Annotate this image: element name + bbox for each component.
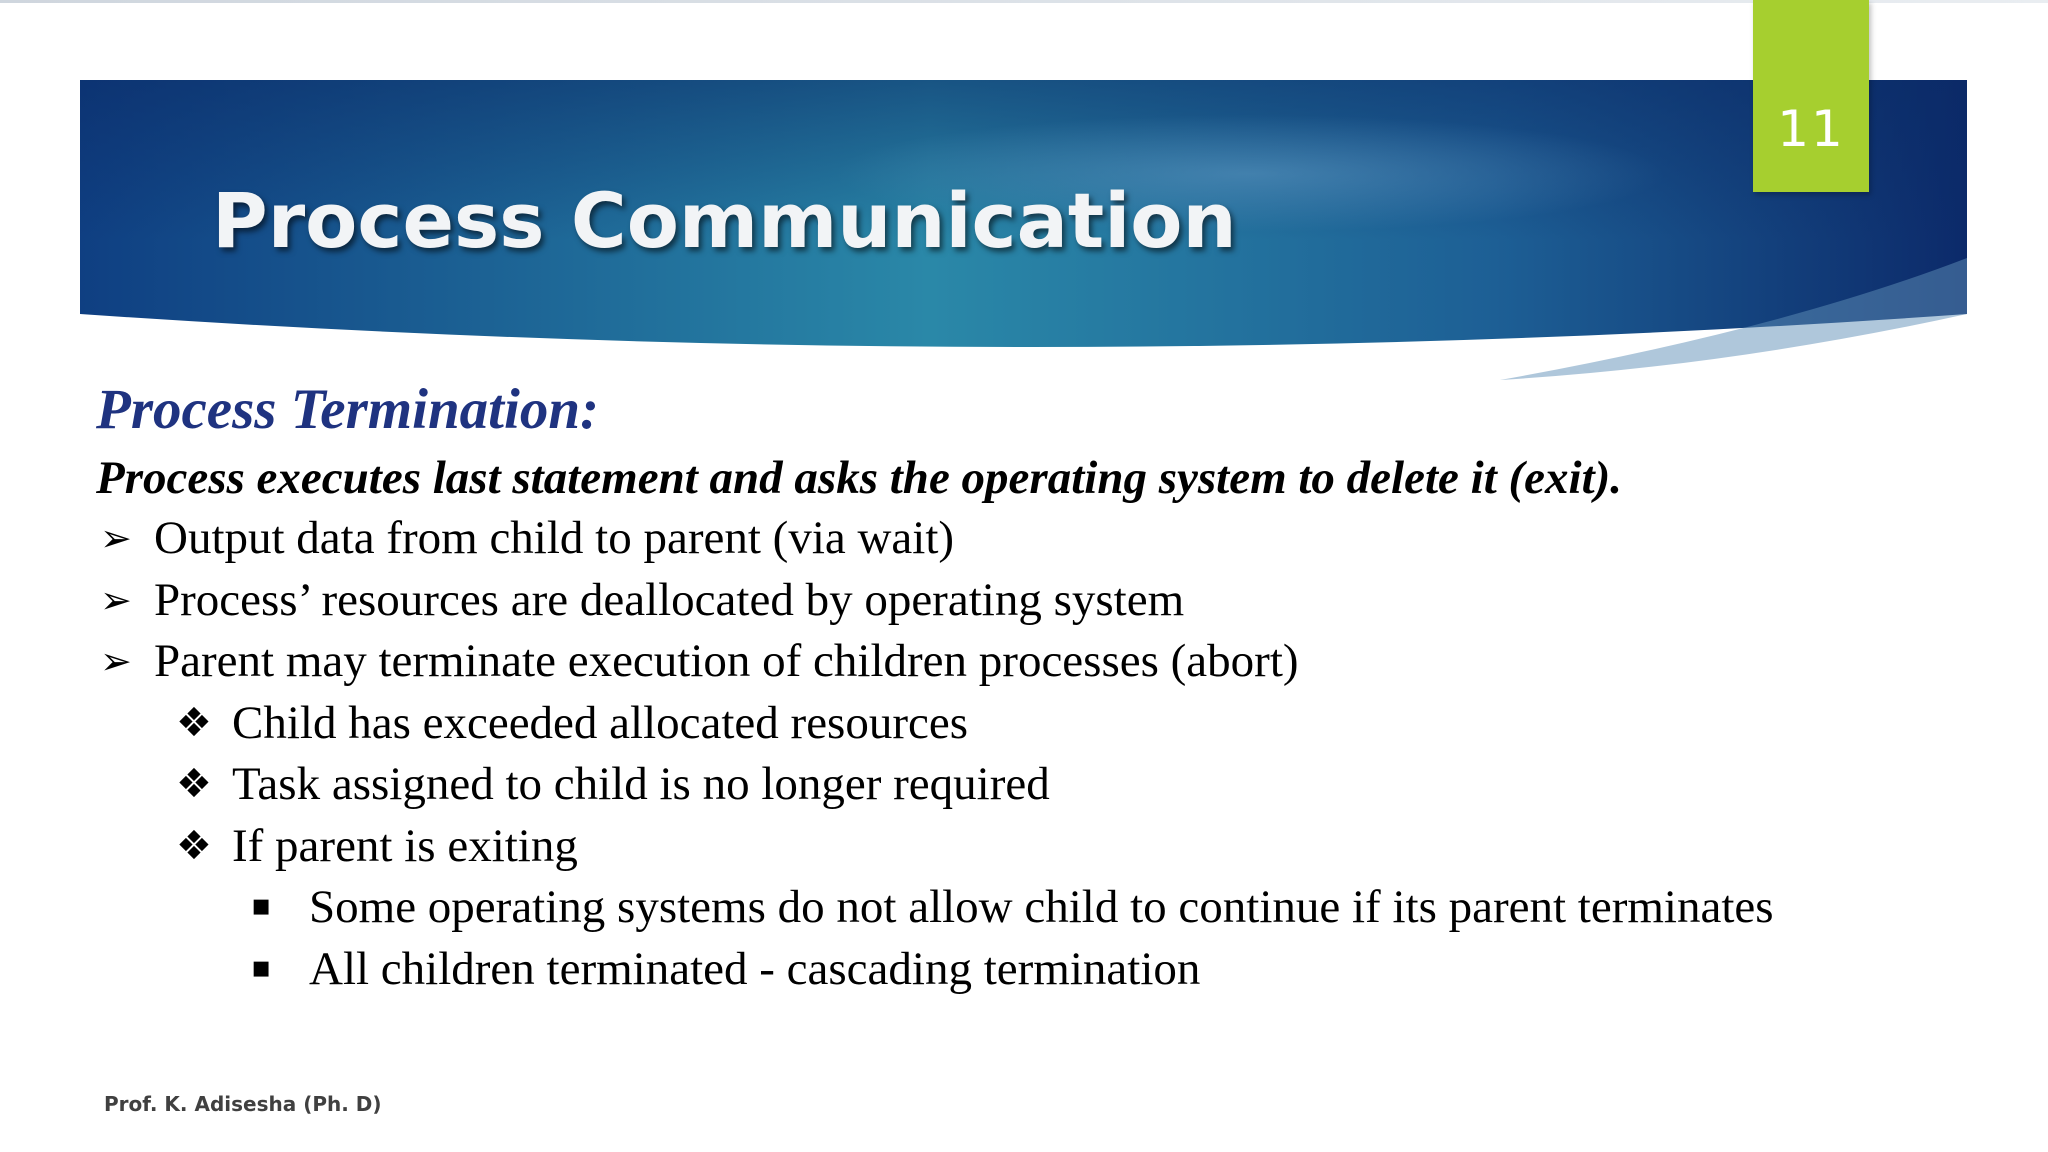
four-diamond-bullet-icon: ❖ [176,761,212,807]
square-bullet-icon: ▪ [251,888,272,923]
slide-title: Process Communication [212,176,1237,265]
list-item-text: If parent is exiting [232,819,578,872]
footer-author: Prof. K. Adisesha (Ph. D) [104,1092,382,1116]
bullet-list [96,508,1976,1000]
list-item [96,693,1976,755]
list-item-text: Parent may terminate execution of children processes (abort) [154,635,1299,687]
four-diamond-bullet-icon: ❖ [176,822,212,869]
page-number-badge [1753,0,1869,192]
list-item-text: Some operating systems do not allow child to continue if its parent terminates [309,881,1774,933]
list-item-text: Child has exceeded allocated resources [232,696,969,749]
arrowhead-bullet-icon: ➢ [100,577,132,622]
list-item [96,570,1976,632]
list-item [96,877,1976,939]
slide-content [96,372,1976,1000]
list-item [96,939,1976,1001]
section-heading: Process Termination: [96,378,600,441]
page-number: 11 [1777,100,1845,158]
list-item-text: Task assigned to child is no longer required [232,758,1050,810]
list-item-text: All children terminated - cascading termination [309,942,1201,995]
square-bullet-icon: ▪ [251,949,272,985]
list-item [96,631,1976,693]
arrowhead-bullet-icon: ➢ [100,516,132,560]
four-diamond-bullet-icon: ❖ [176,699,212,746]
lead-statement: Process executes last statement and asks the operating system to delete it (exit). [96,452,1623,504]
list-item-text: Output data from child to parent (via wait) [154,512,955,564]
list-item [96,816,1976,878]
list-item [96,754,1976,816]
list-item [96,508,1976,570]
arrowhead-bullet-icon: ➢ [100,639,132,683]
list-item-text: Process’ resources are deallocated by operating system [154,573,1185,626]
